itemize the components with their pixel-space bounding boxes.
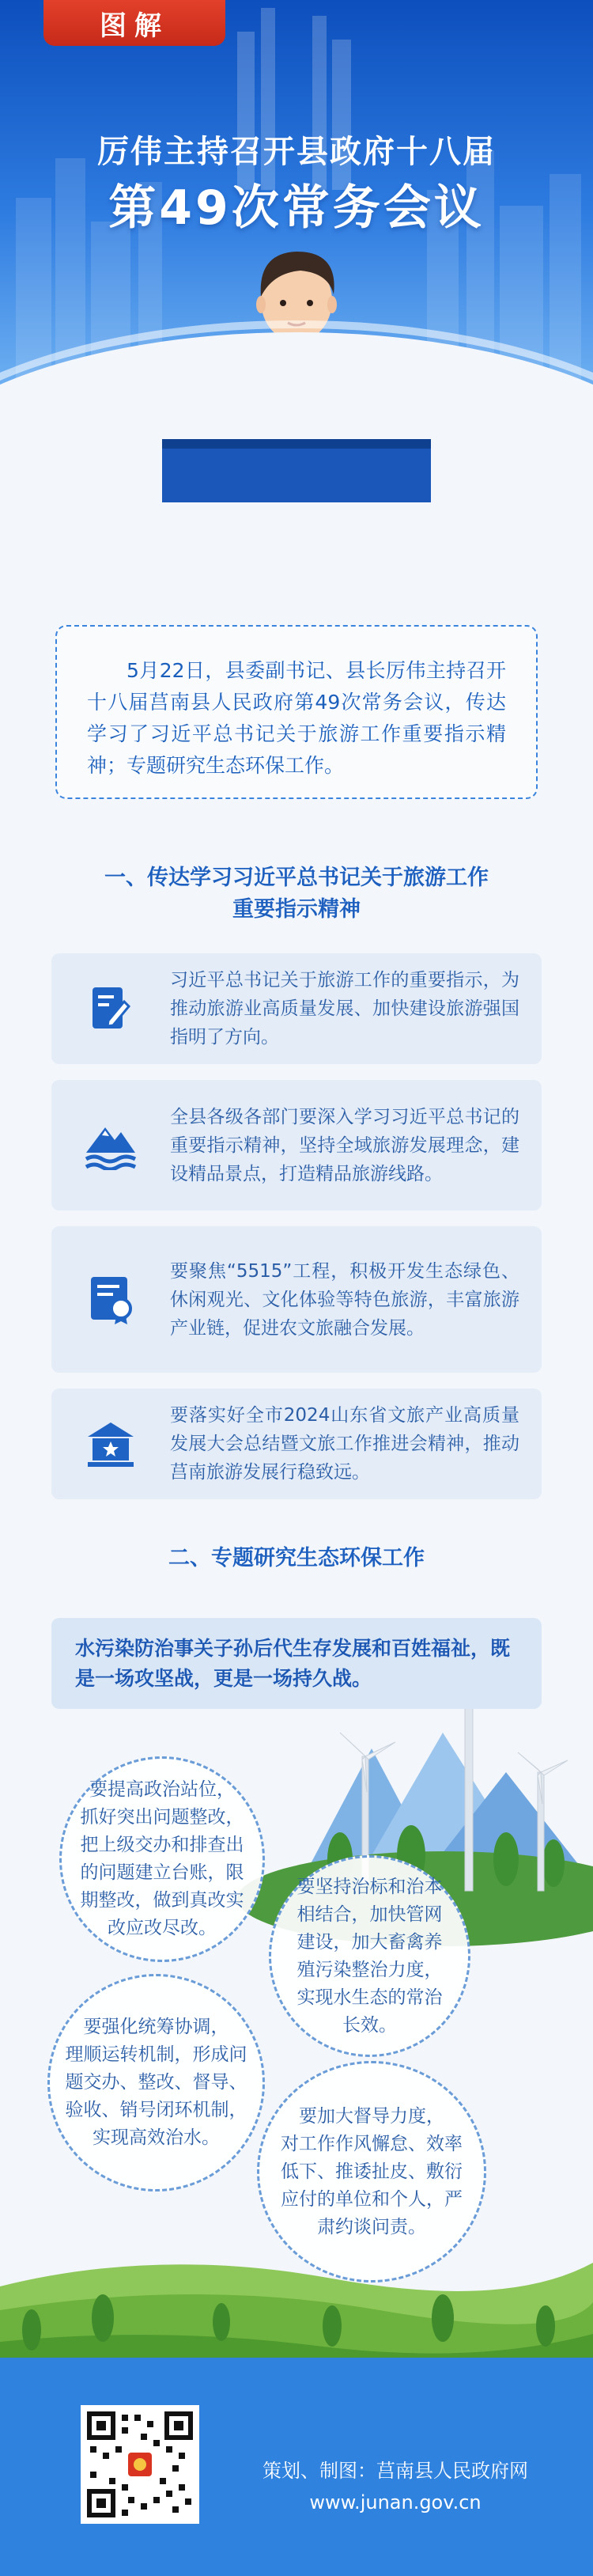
section1-title-line2: 重要指示精神 <box>232 897 361 922</box>
circle-1-line: 期整改，做到真改实 <box>80 1890 244 1911</box>
circle-1-line: 要提高政治站位， <box>89 1779 235 1800</box>
circle-2-line: 殖污染整治力度， <box>296 1959 443 1980</box>
measure-circle-2 <box>269 1855 470 2057</box>
circle-1-line: 改应改尽改。 <box>108 1918 217 1938</box>
hero-banner <box>0 0 593 522</box>
footer-credit <box>237 2455 553 2518</box>
circle-4-line: 对工作作风懈怠、效率 <box>281 2133 463 2154</box>
section1-item-3-text: 要聚焦“5515”工程，积极开发生态绿色、休闲观光、文化体验等特色旅游，丰富旅游产业链，促进农文旅融合发展。 <box>170 1260 519 1339</box>
intro-box <box>55 625 538 799</box>
section2-highlight: 水污染防治事关子孙后代生存发展和百姓福祉，既是一场攻坚战，更是一场持久战。 <box>51 1618 542 1709</box>
section2-title: 二、专题研究生态环保工作 <box>168 1546 425 1570</box>
section1-title <box>71 862 522 926</box>
document-edit-icon <box>51 984 170 1033</box>
page-title-line2: 第49次常务会议 <box>108 180 485 236</box>
page-title-line1: 厉伟主持召开县政府十八届 <box>97 134 496 170</box>
intro-text: 5月22日，县委副书记、县长厉伟主持召开十八届莒南县人民政府第49次常务会议，传达学习了习近平总书记关于旅游工作重要指示精神；专题研究生态环保工作。 <box>87 659 506 777</box>
circle-2-line: 建设，加大畜禽养 <box>296 1931 443 1953</box>
circle-3-line: 理顺运转机制，形成问 <box>65 2044 247 2065</box>
circle-2-line: 实现水生态的常治 <box>296 1987 443 2008</box>
circle-3-line: 题交办、整改、督导、 <box>65 2072 247 2093</box>
circle-4-line: 低下、推诿扯皮、敷衍 <box>281 2161 463 2182</box>
measure-circle-1 <box>59 1756 265 1962</box>
section1-item-2-text: 全县各级各部门要深入学习习近平总书记的重要指示精神，坚持全域旅游发展理念，建设精品景点，打造精品旅游线路。 <box>170 1106 519 1184</box>
circle-1-line: 把上级交办和排查出 <box>80 1835 244 1855</box>
circle-4-line: 应付的单位和个人，严 <box>281 2188 463 2210</box>
circle-4-line: 要加大督导力度， <box>299 2105 444 2127</box>
section1-item-4-text: 要落实好全市2024山东省文旅产业高质量发展大会总结暨文旅工作推进会精神，推动莒南旅游发展行稳致远。 <box>170 1405 519 1483</box>
podium-base <box>0 0 593 522</box>
section1-item-4 <box>51 1388 542 1499</box>
circle-2-line: 长效。 <box>342 2014 397 2036</box>
section1-title-line1: 一、传达学习习近平总书记关于旅游工作 <box>104 866 489 890</box>
institution-icon <box>51 1419 170 1468</box>
section1-item-3 <box>51 1226 542 1373</box>
badge-label: 图解 <box>43 0 225 46</box>
circle-3-line: 验收、销号闭环机制， <box>65 2100 247 2120</box>
circle-3-line: 实现高效治水。 <box>93 2127 220 2148</box>
footer-credit-url[interactable]: www.junan.gov.cn <box>309 2491 482 2513</box>
qr-code-icon[interactable] <box>81 2405 199 2524</box>
section1-item-2 <box>51 1080 542 1210</box>
circle-3-line: 要强化统筹协调， <box>83 2017 229 2037</box>
footer-credit-line1: 策划、制图：莒南县人民政府网 <box>263 2460 528 2482</box>
certificate-icon <box>51 1274 170 1326</box>
mountain-water-icon <box>51 1121 170 1170</box>
circle-1-line: 的问题建立台账，限 <box>80 1862 244 1883</box>
section1-item-1 <box>51 953 542 1064</box>
circle-2-line: 相结合，加快管网 <box>296 1904 443 1925</box>
measure-circle-3 <box>47 1974 265 2191</box>
circle-4-line: 肃约谈问责。 <box>317 2216 426 2237</box>
circle-2-line: 要坚持治标和治本 <box>296 1876 443 1897</box>
circle-1-line: 抓好突出问题整改， <box>80 1807 244 1828</box>
section1-item-1-text: 习近平总书记关于旅游工作的重要指示，为推动旅游业高质量发展、加快建设旅游强国指明了方向。 <box>170 970 519 1047</box>
